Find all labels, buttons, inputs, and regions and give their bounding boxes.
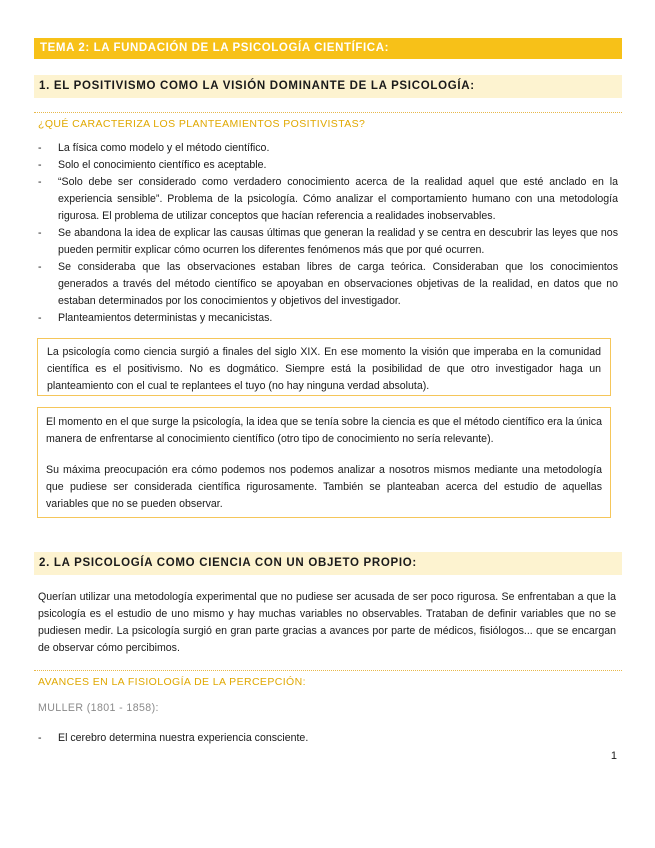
muller-bullet-list xyxy=(38,730,618,747)
note-box-paragraph-2: Su máxima preocupación era cómo podemos nos podemos analizar a nosotros mismos mediante una metodología que pudiese ser considerada científica rigurosamente. También se planteaban acerca del estudio de aquellas variables que no se pueden observar. xyxy=(46,464,602,510)
section-1-heading: 1. EL POSITIVISMO COMO LA VISIÓN DOMINANTE DE LA PSICOLOGÍA: xyxy=(39,80,475,92)
section-2-heading: 2. LA PSICOLOGÍA COMO CIENCIA CON UN OBJETO PROPIO: xyxy=(39,557,417,569)
dotted-divider xyxy=(34,112,622,113)
note-box-origins xyxy=(37,407,611,518)
list-item: - Planteamientos deterministas y mecanicistas. xyxy=(38,312,273,324)
list-item: - El cerebro determina nuestra experiencia consciente. xyxy=(38,732,309,744)
author-heading: MULLER (1801 - 1858): xyxy=(38,702,159,714)
section-2-subheading: AVANCES EN LA FISIOLOGÍA DE LA PERCEPCIÓN: xyxy=(38,676,306,688)
list-item: - Se abandona la idea de explicar las causas últimas que generan la realidad y se centra en descubrir las leyes que nos pueden permitir explicar cómo ocurren los diferentes fenómenos más que por qué ocurren. xyxy=(38,227,618,256)
section-1-heading-band xyxy=(34,75,622,98)
note-box-paragraph-1: El momento en el que surge la psicología, la idea que se tenía sobre la ciencia es que el método científico era la única manera de enfrentarse al conocimiento científico (otro tipo de conocimiento no sería relevante). xyxy=(46,416,602,445)
section-2-heading-band xyxy=(34,552,622,575)
note-box-positivism xyxy=(37,338,611,396)
list-item: - La física como modelo y el método científico. xyxy=(38,142,270,154)
section-2-paragraph: Querían utilizar una metodología experimental que no pudiese ser acusada de ser poco rigurosa. Se enfrentaban a que la psicología es el estudio de uno mismo y hay muchas variables no observables. Trataban de definir variables que no se pudiesen medir. La psicología surgió en gran parte gracias a avances por parte de médicos, fisiólogos... que se encargan de observar cómo percibimos. xyxy=(38,591,616,654)
page-number: 1 xyxy=(610,750,617,762)
list-item: - “Solo debe ser considerado como verdadero conocimiento acerca de la realidad aquel que esté anclado en la experiencia sensible”. Problema de la psicología. Cómo analizar el comportamiento humano con una metodología rigurosa. El problema de utilizar conceptos que hacían referencia a realidades inobservables. xyxy=(38,176,618,222)
section-1-subheading: ¿QUÉ CARACTERIZA LOS PLANTEAMIENTOS POSITIVISTAS? xyxy=(38,118,366,130)
list-item: - Solo el conocimiento científico es aceptable. xyxy=(38,159,267,171)
dotted-divider xyxy=(34,670,622,671)
list-item: - Se consideraba que las observaciones estaban libres de carga teórica. Consideraban que los conocimientos generados a través del método científico se apoyaban en observaciones objetivas de la realidad, en datos que no estaban determinados por los conocimientos y objetivos del investigador. xyxy=(38,261,618,307)
document-title-bar xyxy=(34,38,622,59)
note-box-text: La psicología como ciencia surgió a finales del siglo XIX. En ese momento la visión que imperaba en la comunidad científica es el positivismo. No es dogmático. Siempre está la posibilidad de que otro investigador haga un planteamiento con el cual te replantees el tuyo (no hay ninguna verdad absoluta). xyxy=(47,346,601,392)
document-title: TEMA 2: LA FUNDACIÓN DE LA PSICOLOGÍA CIENTÍFICA: xyxy=(40,42,390,54)
positivism-bullet-list xyxy=(38,140,618,327)
